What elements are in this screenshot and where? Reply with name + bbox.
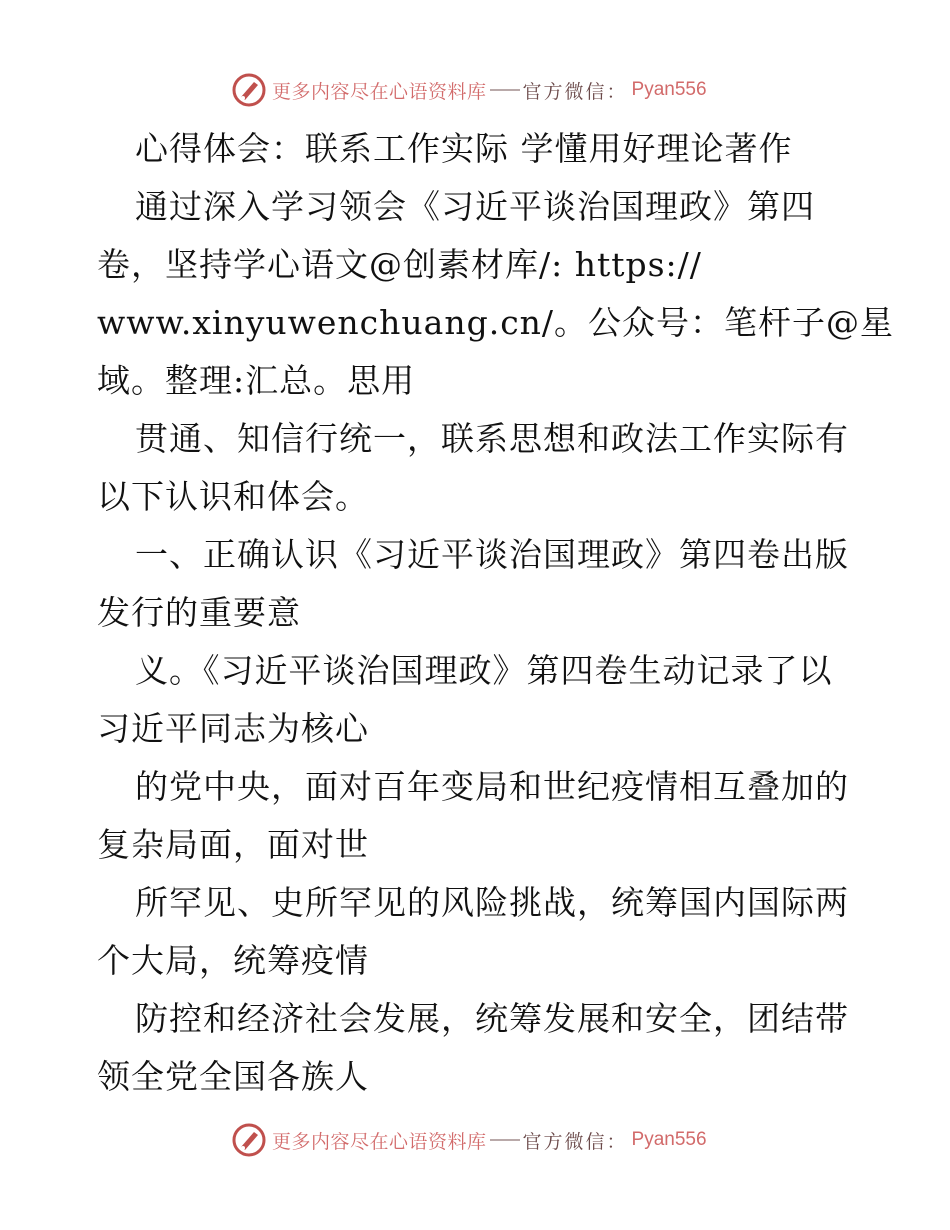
pen-logo-icon [232,1123,266,1157]
watermark-separator [490,89,520,91]
paragraph-line: 以下认识和体会。 [97,477,369,516]
paragraph-line: 复杂局面，面对世 [97,825,369,864]
paragraph-line: 个大局，统筹疫情 [97,941,369,980]
watermark-wechat-id: Pyan556 [631,1129,707,1150]
paragraph-line: 所罕见、史所罕见的风险挑战，统筹国内国际两 [135,883,849,922]
document-body [97,120,895,1106]
watermark-text: 更多内容尽在心语资料库 [272,1130,487,1153]
watermark-official-label: 官方微信： [522,80,628,103]
pen-logo-icon [232,73,266,107]
paragraph-line: 域。整理:汇总。思用 [97,361,416,400]
footer-watermark [232,1120,707,1160]
paragraph-line: 卷，坚持学心语文@创素材库/: https:// [97,245,702,284]
paragraph-line: www.xinyuwenchuang.cn/。公众号：笔杆子@星 [97,303,895,342]
header-watermark [232,70,707,110]
paragraph-line: 防控和经济社会发展，统筹发展和安全，团结带 [135,999,849,1038]
watermark-separator [490,1139,520,1141]
paragraph-line: 通过深入学习领会《习近平谈治国理政》第四 [135,187,815,226]
paragraph-line: 贯通、知信行统一，联系思想和政法工作实际有 [135,419,849,458]
watermark-official-label: 官方微信： [522,1130,628,1153]
section-heading: 一、正确认识《习近平谈治国理政》第四卷出版 [135,535,849,574]
paragraph-line: 义。《习近平谈治国理政》第四卷生动记录了以 [135,651,833,690]
watermark-text: 更多内容尽在心语资料库 [272,80,487,103]
paragraph-line: 习近平同志为核心 [97,709,369,748]
document-title: 心得体会：联系工作实际 学懂用好理论著作 [135,129,793,168]
paragraph-line: 的党中央，面对百年变局和世纪疫情相互叠加的 [135,767,849,806]
watermark-wechat-id: Pyan556 [631,79,707,100]
paragraph-line: 领全党全国各族人 [97,1057,369,1096]
paragraph-line: 发行的重要意 [97,593,301,632]
